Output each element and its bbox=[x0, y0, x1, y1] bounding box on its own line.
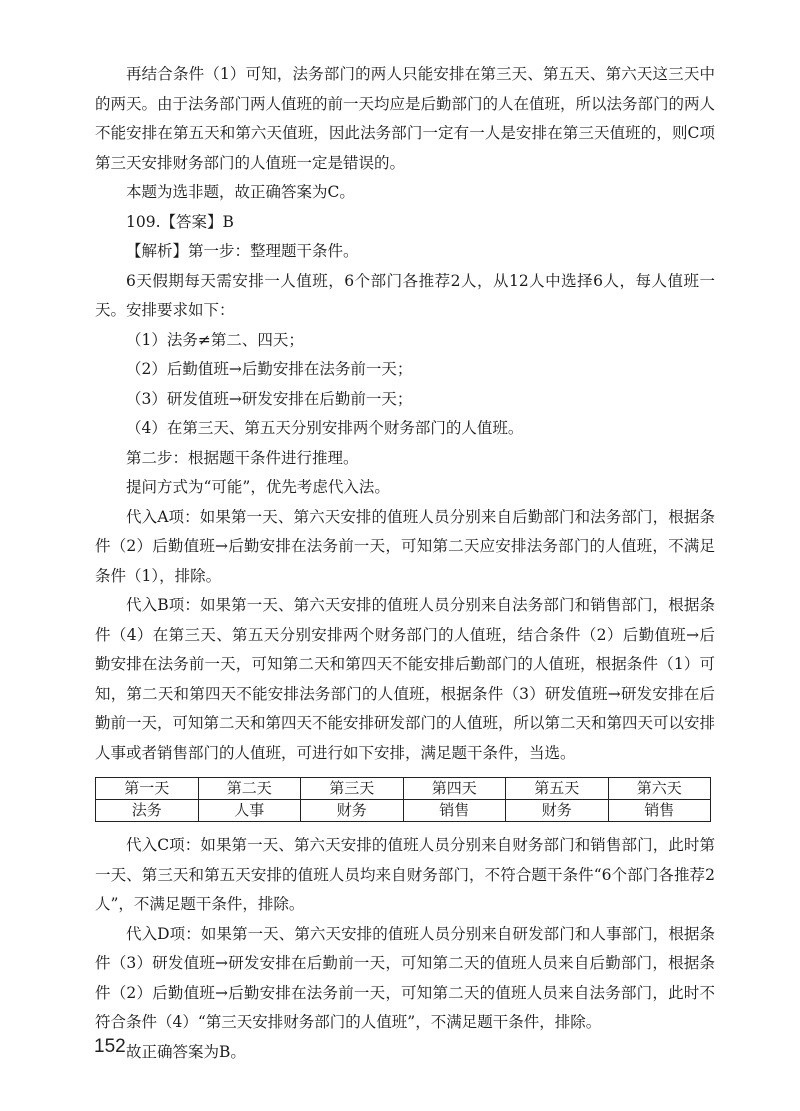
option-a-analysis: 代入A项：如果第一天、第六天安排的值班人员分别来自后勤部门和法务部门，根据条件（2）后勤值班→后勤安排在法务前一天，可知第二天应安排法务部门的人值班，不满足条件（1），排除。 bbox=[95, 507, 715, 585]
table-cell: 财务 bbox=[301, 800, 404, 822]
condition-item: （2）后勤值班→后勤安排在法务前一天； bbox=[126, 360, 413, 378]
condition-item: （1）法务≠第二、四天； bbox=[126, 330, 304, 349]
condition-item: （4）在第三天、第五天分别安排两个财务部门的人值班。 bbox=[126, 419, 524, 437]
paragraph: 提问方式为“可能”，优先考虑代入法。 bbox=[126, 478, 390, 496]
paragraph: 再结合条件（1）可知，法务部门的两人只能安排在第三天、第五天、第六天这三天中的两天。由于法务部门两人值班的前一天均应是后勤部门的人在值班，所以法务部门的两人不能安排在第五天和第六天值班，因此法务部门一定有一人是安排在第三天值班的，则C项第三天安排财务部门的人值班一定是错误的。 bbox=[95, 65, 716, 172]
page-body bbox=[95, 60, 715, 1067]
option-d-analysis: 代入D项：如果第一天、第六天安排的值班人员分别来自研发部门和人事部门，根据条件（3）研发值班→研发安排在后勤前一天，可知第二天的值班人员来自后勤部门，根据条件（2）后勤值班→后勤安排在法务前一天，可知第二天的值班人员来自法务部门，此时不符合条件（4）“第三天安排财务部门的人值班”，不满足题干条件，排除。 bbox=[95, 924, 715, 1031]
schedule-table bbox=[95, 777, 711, 822]
analysis-heading: 【解析】第一步：整理题干条件。 bbox=[126, 242, 359, 260]
table-cell: 人事 bbox=[198, 800, 301, 822]
option-c-analysis: 代入C项：如果第一天、第六天安排的值班人员分别来自财务部门和销售部门，此时第一天、第三天和第五天安排的值班人员均来自财务部门，不符合题干条件“6个部门各推荐2人”，不满足题干条件，排除。 bbox=[95, 836, 715, 913]
table-header-cell: 第六天 bbox=[608, 778, 711, 800]
table-header-row bbox=[96, 778, 711, 800]
table-header-cell: 第五天 bbox=[506, 778, 609, 800]
table-header-cell: 第三天 bbox=[301, 778, 404, 800]
table-cell: 销售 bbox=[403, 800, 506, 822]
table-cell: 销售 bbox=[608, 800, 711, 822]
page-number: 152 bbox=[94, 1036, 126, 1057]
table-header-cell: 第一天 bbox=[96, 778, 199, 800]
step-heading: 第二步：根据题干条件进行推理。 bbox=[126, 448, 359, 467]
table-header-cell: 第四天 bbox=[403, 778, 506, 800]
table-header-cell: 第二天 bbox=[198, 778, 301, 800]
table-row bbox=[96, 800, 711, 822]
paragraph: 6天假期每天需安排一人值班，6个部门各推荐2人，从12人中选择6人，每人值班一天。安排要求如下： bbox=[95, 271, 715, 319]
condition-item: （3）研发值班→研发安排在后勤前一天； bbox=[126, 389, 413, 408]
paragraph: 本题为选非题，故正确答案为C。 bbox=[126, 183, 355, 201]
table-cell: 法务 bbox=[96, 800, 199, 822]
table-cell: 财务 bbox=[506, 800, 609, 822]
conclusion: 故正确答案为B。 bbox=[126, 1042, 246, 1061]
option-b-analysis: 代入B项：如果第一天、第六天安排的值班人员分别来自法务部门和销售部门，根据条件（4）在第三天、第五天分别安排两个财务部门的人值班，结合条件（2）后勤值班→后勤安排在法务前一天，可知第二天和第四天不能安排后勤部门的人值班，根据条件（1）可知，第二天和第四天不能安排法务部门的人值班，根据条件（3）研发值班→研发安排在后勤前一天，可知第二天和第四天不能安排研发部门的人值班，所以第二天和第四天可以安排人事或者销售部门的人值班，可进行如下安排，满足题干条件，当选。 bbox=[95, 596, 716, 762]
answer-heading: 109.【答案】B bbox=[126, 212, 234, 231]
